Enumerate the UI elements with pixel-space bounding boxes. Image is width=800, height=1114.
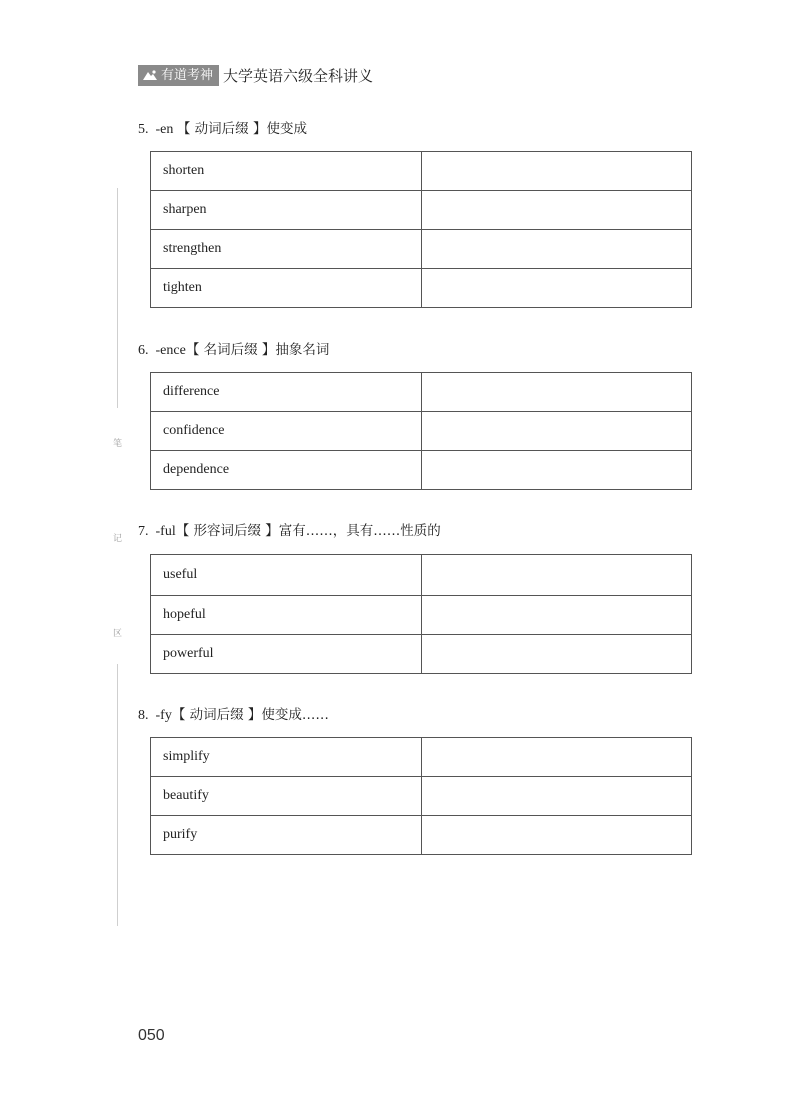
- margin-rule-bottom: [117, 664, 118, 926]
- margin-char-3: 区: [113, 629, 123, 639]
- vocab-table-7: [150, 554, 692, 674]
- table-row: [151, 635, 692, 674]
- section-suffix: -ful: [155, 524, 176, 539]
- word-cell: shorten: [151, 152, 422, 191]
- page-number: 050: [138, 1027, 165, 1044]
- answer-cell: [422, 269, 692, 308]
- brand-name: 有道考神: [161, 67, 214, 83]
- table-row: [151, 191, 692, 230]
- margin-char-2: 记: [113, 534, 123, 544]
- word-cell: sharpen: [151, 191, 422, 230]
- answer-cell: [422, 412, 692, 451]
- word-cell: tighten: [151, 269, 422, 308]
- vocab-table-5: [150, 151, 692, 308]
- table-row: [151, 596, 692, 635]
- answer-cell: [422, 635, 692, 674]
- section-suffix: -en: [155, 122, 174, 137]
- section-number: 5.: [138, 122, 149, 137]
- section-number: 7.: [138, 524, 149, 539]
- answer-cell: [422, 373, 692, 412]
- vocab-table-8: [150, 737, 692, 855]
- word-cell: confidence: [151, 412, 422, 451]
- table-row: [151, 412, 692, 451]
- course-title: 大学英语六级全科讲义: [223, 66, 374, 85]
- answer-cell: [422, 816, 692, 855]
- answer-cell: [422, 451, 692, 490]
- vocab-table-6: [150, 372, 692, 490]
- word-cell: dependence: [151, 451, 422, 490]
- word-cell: beautify: [151, 777, 422, 816]
- section-title-5: [138, 117, 307, 138]
- section-number: 6.: [138, 343, 149, 358]
- word-cell: purify: [151, 816, 422, 855]
- answer-cell: [422, 230, 692, 269]
- table-row: [151, 269, 692, 308]
- section-title-8: [138, 703, 329, 724]
- word-cell: simplify: [151, 738, 422, 777]
- answer-cell: [422, 777, 692, 816]
- page-header: [138, 64, 373, 86]
- margin-rule-top: [117, 188, 118, 408]
- answer-cell: [422, 596, 692, 635]
- table-row: [151, 152, 692, 191]
- section-desc: 【 名词后缀 】抽象名词: [185, 342, 330, 358]
- brand-logo-icon: [142, 69, 158, 81]
- table-row: [151, 816, 692, 855]
- section-desc: 【 动词后缀 】使变成: [176, 121, 307, 137]
- section-suffix: -ence: [155, 343, 186, 358]
- section-desc: 【 形容词后缀 】富有……，具有……性质的: [175, 523, 441, 539]
- table-row: [151, 555, 692, 596]
- word-cell: hopeful: [151, 596, 422, 635]
- section-number: 8.: [138, 708, 149, 723]
- section-desc: 【 动词后缀 】使变成……: [171, 707, 329, 723]
- table-row: [151, 373, 692, 412]
- section-suffix: -fy: [155, 708, 172, 723]
- word-cell: strengthen: [151, 230, 422, 269]
- word-cell: useful: [151, 555, 422, 596]
- section-title-6: [138, 338, 329, 359]
- word-cell: powerful: [151, 635, 422, 674]
- section-title-7: [138, 519, 441, 540]
- brand-badge: [138, 65, 219, 86]
- answer-cell: [422, 555, 692, 596]
- table-row: [151, 777, 692, 816]
- answer-cell: [422, 738, 692, 777]
- table-row: [151, 738, 692, 777]
- answer-cell: [422, 152, 692, 191]
- table-row: [151, 230, 692, 269]
- table-row: [151, 451, 692, 490]
- margin-char-1: 笔: [113, 439, 123, 449]
- answer-cell: [422, 191, 692, 230]
- word-cell: difference: [151, 373, 422, 412]
